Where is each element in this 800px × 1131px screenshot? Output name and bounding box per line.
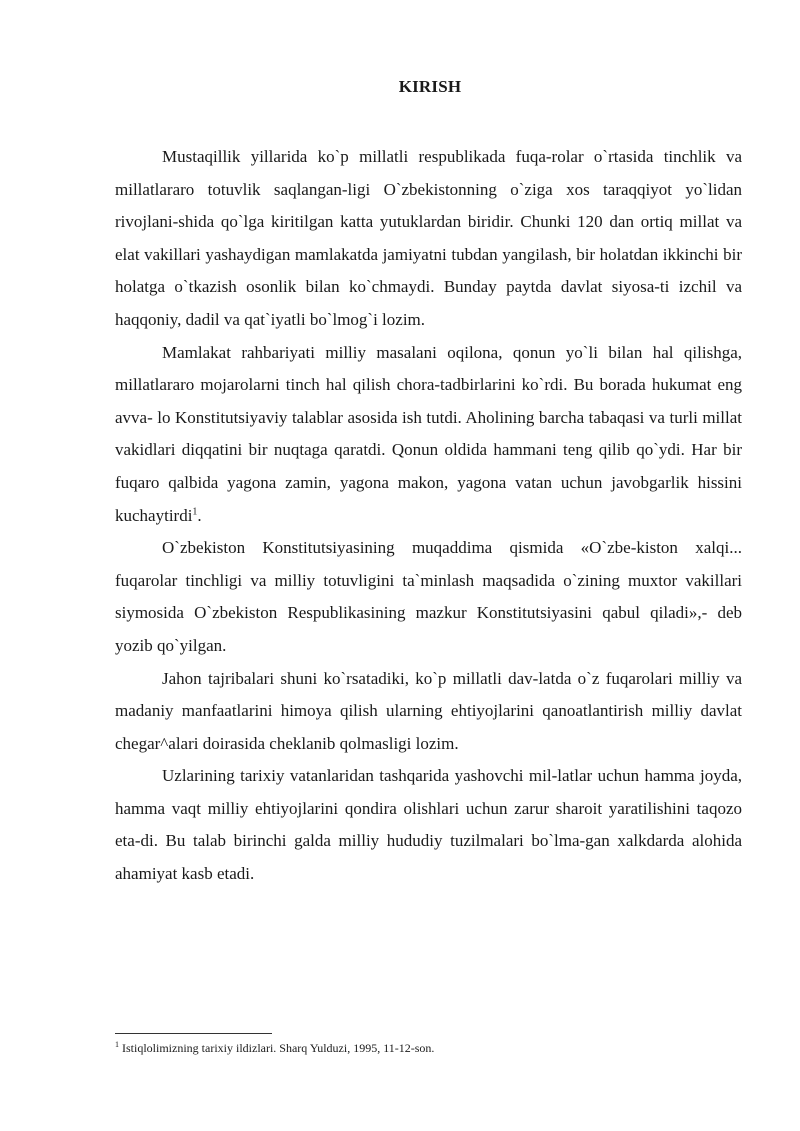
document-body (115, 141, 742, 891)
footnote-divider (115, 1033, 272, 1034)
paragraph-text: Jahon tajribalari shuni ko`rsatadiki, ko`p millatli dav-latda o`z fuqarolari milliy va madaniy manfaatlarini himoya qilish ularning ehtiyojlarini qanoatlantirish milliy davlat chegar^alari doirasida cheklanib qolmasligi lozim. (115, 668, 742, 753)
paragraph (115, 337, 742, 533)
paragraph-text-end: . (197, 505, 202, 525)
paragraph-text: O`zbekiston Konstitutsiyasining muqaddima qismida «O`zbe-kiston xalqi... fuqarolar tinchligi va milliy totuvligini ta`minlash maqsadida o`zining muxtor vakillari siymosida O`zbekiston Respublikasining mazkur Konstitutsiyasini qabul qiladi»,- deb yozib qo`yilgan. (115, 538, 742, 655)
footnote-marker: 1 (115, 1040, 119, 1049)
footnote-reference[interactable]: 1 (192, 505, 198, 517)
paragraph (115, 141, 742, 337)
paragraph (115, 663, 742, 761)
paragraph-text: Mamlakat rahbariyati milliy masalani oqilona, qonun yo`li bilan hal qilishga, millatlararo mojarolarni tinch hal qilish chora-tadbirlarini ko`rdi. Bu borada hukumat eng avva- lo Konstitutsiyaviy talablar asosida ish tutdi. Aholining barcha tabaqasi va turli millat vakidlari diqqatini bir nuqtaga qaratdi. Qonun oldida hammani teng qilib qo`ydi. Har bir fuqaro qalbida yagona zamin, yagona makon, yagona vatan uchun javobgarlik hissini kuchaytirdi (115, 342, 742, 525)
footnote-text: Istiqlolimizning tarixiy ildizlari. Sharq Yulduzi, 1995, 11-12-son. (119, 1041, 435, 1055)
footnote (115, 1041, 742, 1055)
paragraph-text: Mustaqillik yillarida ko`p millatli respublikada fuqa-rolar o`rtasida tinchlik va millatlararo totuvlik saqlangan-ligi O`zbekistonning o`ziga xos taraqqiyot yo`lidan rivojlani-shida qo`lga kiritilgan katta yutuklardan biridir. Chunki 120 dan ortiq millat va elat vakillari yashaydigan mamlakatda jamiyatni tubdan yangilash, bir holatdan ikkinchi bir holatga o`tkazish osonlik bilan ko`chmaydi. Bunday paytda davlat siyosa-ti izchil va haqqoniy, dadil va qat`iyatli bo`lmog`i lozim. (115, 147, 742, 329)
paragraph-text: Uzlarining tarixiy vatanlaridan tashqarida yashovchi mil-latlar uchun hamma joyda, hamma vaqt milliy ehtiyojlarini qondira olishlari uchun zarur sharoit yaratilishini taqozo eta-di. Bu talab birinchi galda milliy hududiy tuzilmalari bo`lma-gan xalkdarda alohida ahamiyat kasb etadi. (115, 766, 742, 884)
page-title: KIRISH (398, 77, 462, 96)
paragraph (115, 532, 742, 662)
paragraph (115, 760, 742, 890)
